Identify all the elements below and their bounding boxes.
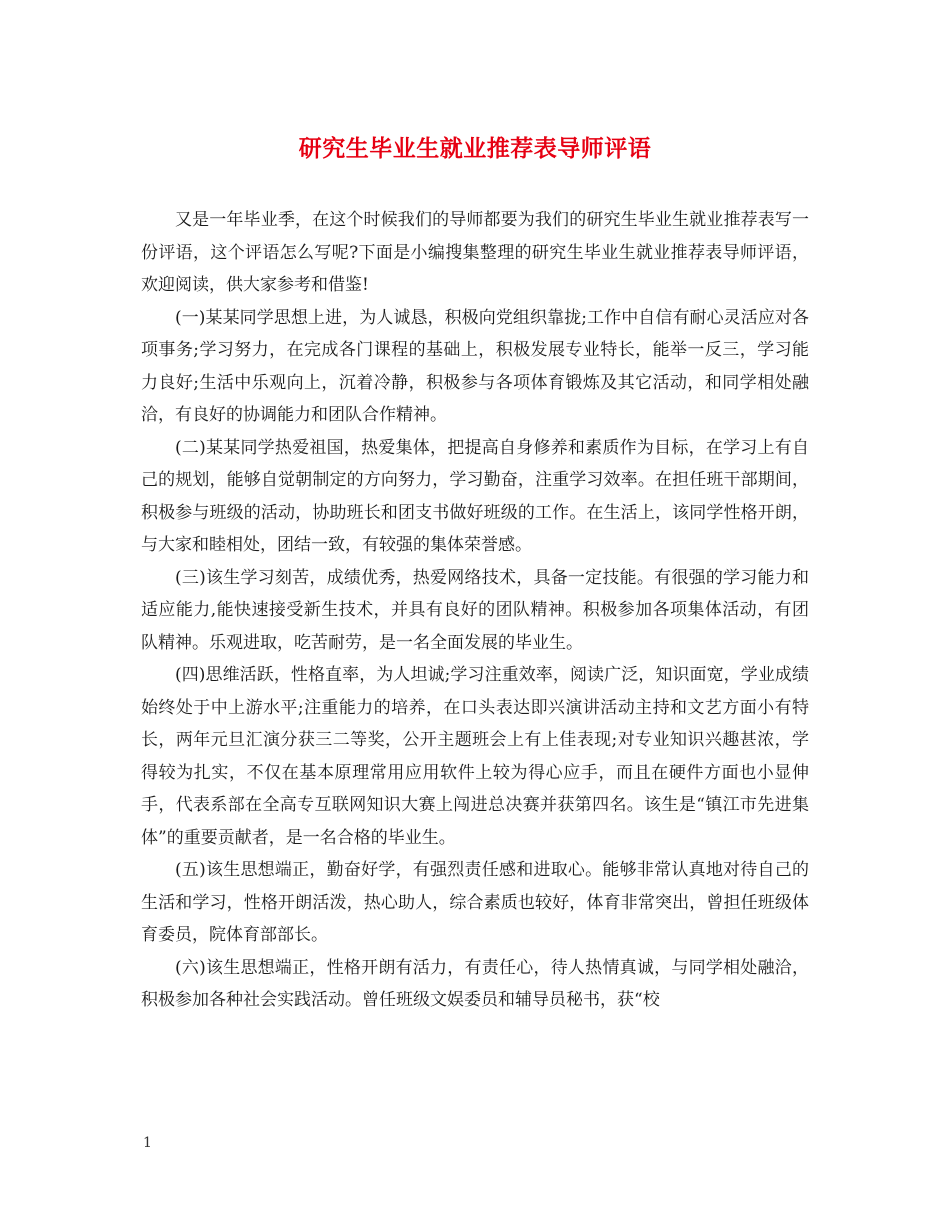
document-body [141,204,809,1017]
paragraph-3: (三)该生学习刻苦，成绩优秀，热爱网络技术，具备一定技能。有很强的学习能力和适应能力,能快速接受新生技术，并具有良好的团队精神。积极参加各项集体活动，有团队精神。乐观进取，吃苦耐劳，是一名全面发展的毕业生。 [141,567,809,653]
paragraph-6: (六)该生思想端正，性格开朗有活力，有责任心，待人热情真诚，与同学相处融洽，积极参加各种社会实践活动。曾任班级文娱委员和辅导员秘书，获“校 [141,957,809,1010]
paragraph-5: (五)该生思想端正，勤奋好学，有强烈责任感和进取心。能够非常认真地对待自己的生活和学习，性格开朗活泼，热心助人，综合素质也较好，体育非常突出，曾担任班级体育委员，院体育部部长。 [141,860,809,945]
page-number: 1 [143,1135,152,1151]
paragraph-1: (一)某某同学思想上进，为人诚恳，积极向党组织靠拢;工作中自信有耐心灵活应对各项事务;学习努力，在完成各门课程的基础上，积极发展专业特长，能举一反三，学习能力良好;生活中乐观向上，沉着冷静，积极参与各项体育锻炼及其它活动，和同学相处融洽，有良好的协调能力和团队合作精神。 [141,307,809,425]
paragraph-2: (二)某某同学热爱祖国，热爱集体，把提高自身修养和素质作为目标，在学习上有自己的规划，能够自觉朝制定的方向努力，学习勤奋，注重学习效率。在担任班干部期间，积极参与班级的活动，协助班长和团支书做好班级的工作。在生活上，该同学性格开朗，与大家和睦相处，团结一致，有较强的集体荣誉感。 [141,437,809,555]
paragraph-4: (四)思维活跃，性格直率，为人坦诚;学习注重效率，阅读广泛，知识面宽，学业成绩始终处于中上游水平;注重能力的培养，在口头表达即兴演讲活动主持和文艺方面小有特长，两年元旦汇演分获三二等奖，公开主题班会上有上佳表现;对专业知识兴趣甚浓，学得较为扎实，不仅在基本原理常用应用软件上较为得心应手，而且在硬件方面也小显伸手，代表系部在全高专互联网知识大赛上闯进总决赛并获第四名。该生是“镇江市先进集体”的重要贡献者，是一名合格的毕业生。 [141,665,809,848]
document-title: 研究生毕业生就业推荐表导师评语 [298,135,652,162]
paragraph-intro: 又是一年毕业季，在这个时候我们的导师都要为我们的研究生毕业生就业推荐表写一份评语，这个评语怎么写呢?下面是小编搜集整理的研究生毕业生就业推荐表导师评语，欢迎阅读，供大家参考和借鉴! [141,210,809,295]
